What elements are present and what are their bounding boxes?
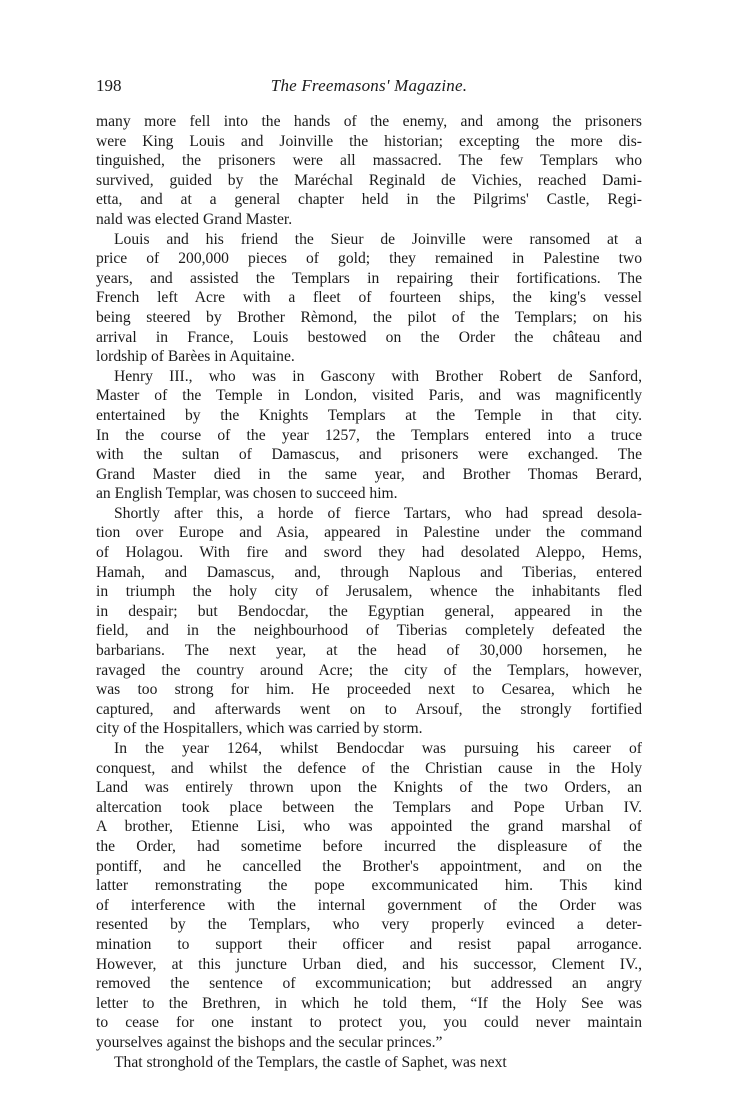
text-line: resented by the Templars, who very properly evinced a deter-: [96, 916, 642, 934]
text-line: of Holagou. With fire and sword they had desolated Aleppo, Hems,: [96, 544, 642, 562]
page-header: [96, 76, 642, 102]
text-line: removed the sentence of excommunication; but addressed an angry: [96, 975, 642, 993]
text-line: in despair; but Bendocdar, the Egyptian general, appeared in the: [96, 602, 642, 620]
text-line: French left Acre with a fleet of fourteen ships, the king's vessel: [96, 289, 642, 307]
text-line: etta, and at a general chapter held in the Pilgrims' Castle, Regi-: [96, 191, 642, 209]
text-line: barbarians. The next year, at the head of 30,000 horsemen, he: [96, 642, 642, 660]
text-line: yourselves against the bishops and the secular princes.”: [96, 1033, 443, 1051]
body-text: [96, 112, 642, 1072]
text-line: city of the Hospitallers, which was carried by storm.: [96, 720, 423, 738]
text-line: Land was entirely thrown upon the Knights of the two Orders, an: [96, 779, 642, 797]
text-line: of interference with the internal government of the Order was: [96, 896, 642, 914]
text-line: survived, guided by the Maréchal Reginald de Vichies, reached Dami-: [96, 171, 642, 189]
paragraph: [96, 367, 642, 504]
text-line: to cease for one instant to protect you, you could never maintain: [96, 1014, 642, 1032]
document-page: [96, 76, 642, 1072]
text-line: Henry III., who was in Gascony with Brother Robert de Sanford,: [114, 367, 642, 385]
text-line: were King Louis and Joinville the historian; excepting the more dis-: [96, 132, 642, 150]
text-line: In the year 1264, whilst Bendocdar was pursuing his career of: [114, 740, 642, 757]
running-title: The Freemasons' Magazine.: [270, 76, 468, 95]
text-line: However, at this juncture Urban died, and his successor, Clement IV.,: [96, 955, 642, 973]
text-line: Shortly after this, a horde of fierce Tartars, who had spread desola-: [114, 504, 642, 522]
text-line: was too strong for him. He proceeded next to Cesarea, which he: [96, 681, 642, 699]
text-line: Hamah, and Damascus, and, through Naplous and Tiberias, entered: [96, 563, 642, 581]
text-line: in triumph the holy city of Jerusalem, whence the inhabitants fled: [96, 583, 642, 601]
text-line: mination to support their officer and resist papal arrogance.: [96, 935, 642, 953]
page-number: 198: [96, 76, 122, 95]
text-line: entertained by the Knights Templars at the Temple in that city.: [96, 406, 642, 424]
text-line: latter remonstrating the pope excommunicated him. This kind: [96, 877, 642, 895]
text-line: letter to the Brethren, in which he told them, “If the Holy See was: [96, 994, 642, 1012]
text-line: ravaged the country around Acre; the city of the Templars, however,: [96, 661, 642, 679]
text-line: tinguished, the prisoners were all massacred. The few Templars who: [96, 152, 642, 170]
text-line: In the course of the year 1257, the Templars entered into a truce: [96, 426, 642, 444]
paragraph: [96, 1053, 642, 1073]
text-line: altercation took place between the Templars and Pope Urban IV.: [96, 798, 642, 816]
text-line: field, and in the neighbourhood of Tiberias completely defeated the: [96, 622, 642, 640]
text-line: Grand Master died in the same year, and Brother Thomas Berard,: [96, 465, 642, 483]
text-line: nald was elected Grand Master.: [96, 210, 293, 228]
text-line: pontiff, and he cancelled the Brother's appointment, and on the: [96, 857, 642, 875]
paragraph: [96, 230, 642, 367]
text-line: Master of the Temple in London, visited Paris, and was magnificently: [96, 387, 642, 405]
paragraph: [96, 739, 642, 1053]
paragraph: [96, 112, 642, 230]
text-line: A brother, Etienne Lisi, who was appointed the grand marshal of: [96, 818, 642, 836]
text-line: being steered by Brother Rèmond, the pilot of the Templars; on his: [96, 308, 642, 326]
text-line: arrival in France, Louis bestowed on the Order the château and: [96, 328, 642, 346]
text-line: an English Templar, was chosen to succeed him.: [96, 485, 398, 503]
text-line: tion over Europe and Asia, appeared in Palestine under the command: [96, 524, 642, 542]
text-line: That stronghold of the Templars, the castle of Saphet, was next: [114, 1053, 507, 1071]
text-line: with the sultan of Damascus, and prisoners were exchanged. The: [96, 446, 642, 464]
paragraph: [96, 504, 642, 739]
text-line: Louis and his friend the Sieur de Joinville were ransomed at a: [114, 230, 642, 248]
text-line: price of 200,000 pieces of gold; they remained in Palestine two: [96, 250, 642, 268]
text-line: years, and assisted the Templars in repairing their fortifications. The: [96, 269, 642, 287]
text-line: lordship of Barèes in Aquitaine.: [96, 348, 295, 366]
text-line: captured, and afterwards went on to Arsouf, the strongly fortified: [96, 700, 642, 718]
text-line: the Order, had sometime before incurred the displeasure of the: [96, 837, 642, 855]
text-line: many more fell into the hands of the enemy, and among the prisoners: [96, 113, 642, 130]
text-line: conquest, and whilst the defence of the Christian cause in the Holy: [96, 759, 642, 777]
